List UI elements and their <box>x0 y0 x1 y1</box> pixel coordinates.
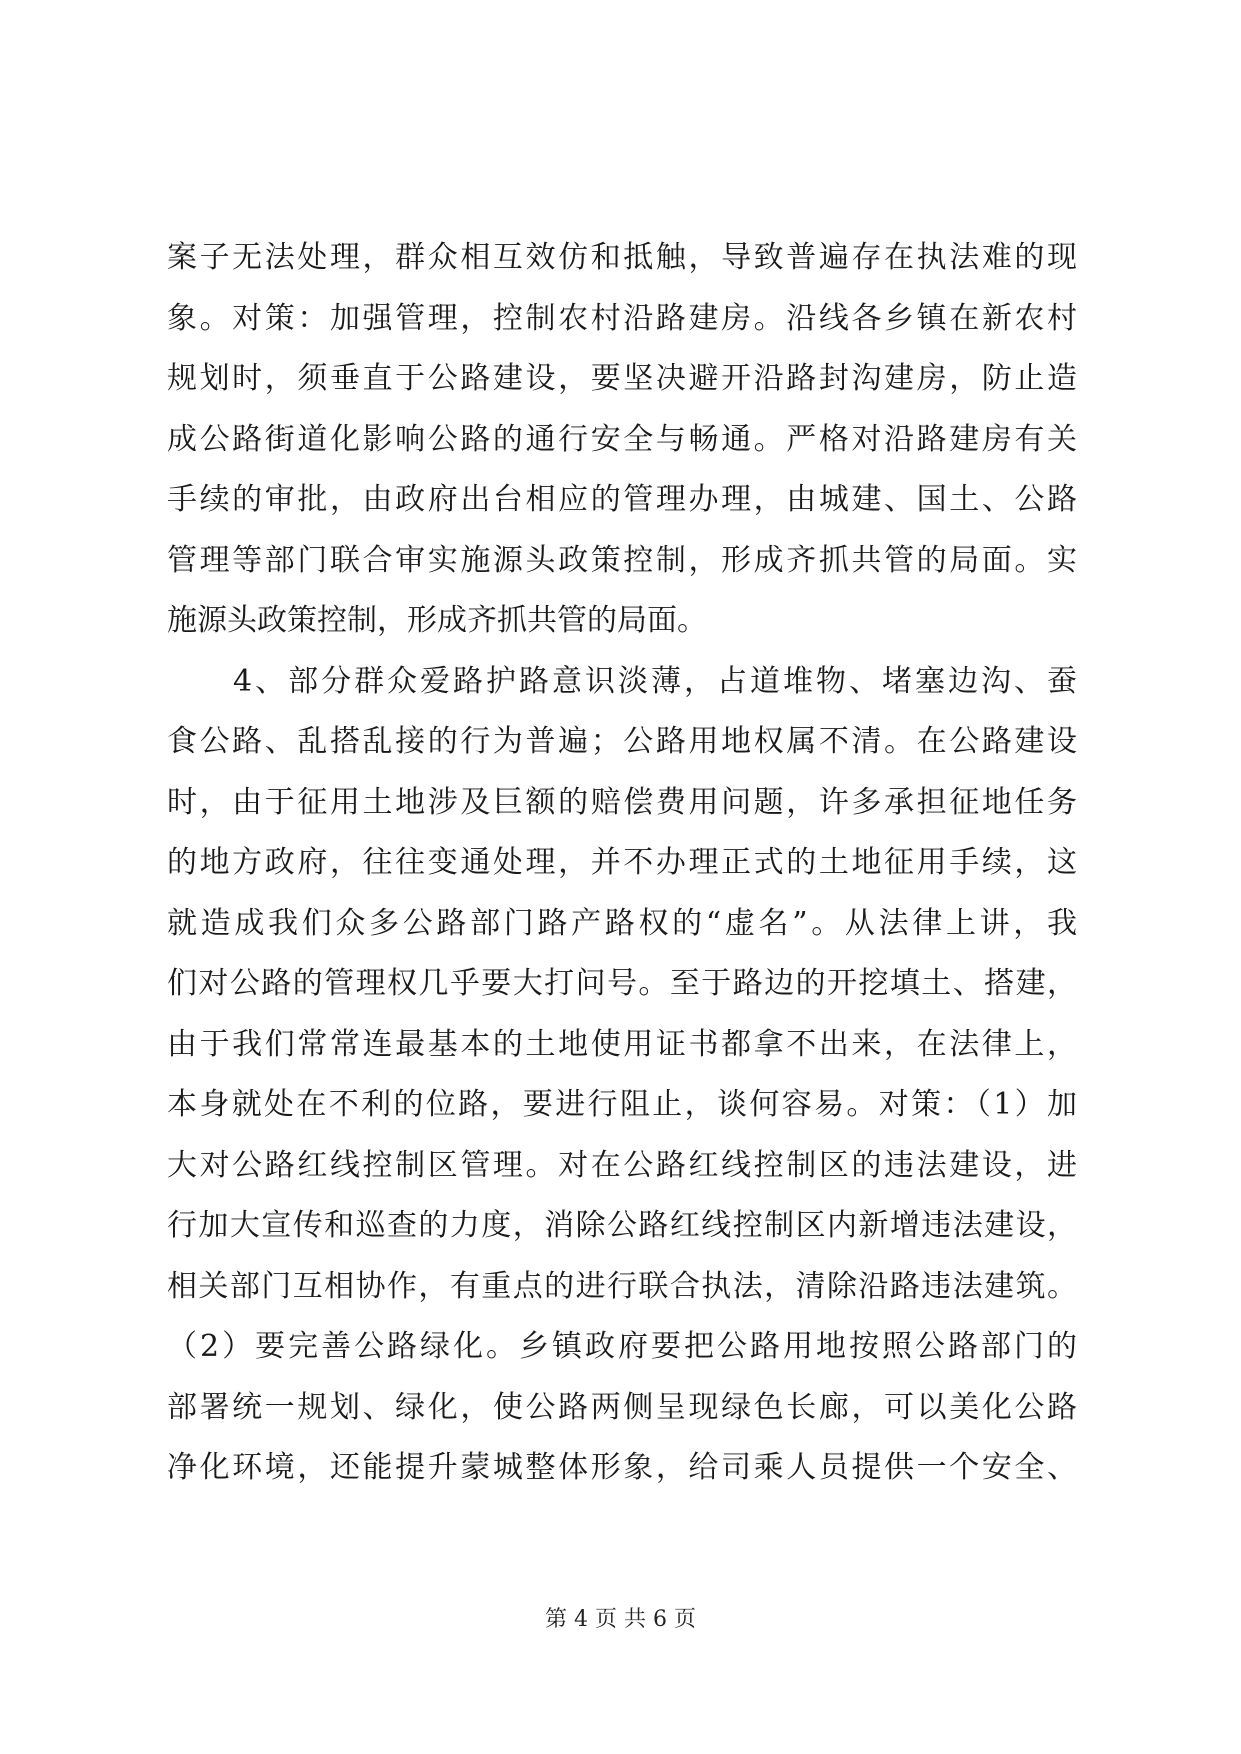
text-line: 由于我们常常连最基本的土地使用证书都拿不出来，在法律上， <box>167 1026 1077 1062</box>
text-line: 施源头政策控制，形成齐抓共管的局面。 <box>167 603 707 638</box>
text-line: 大对公路红线控制区管理。对在公路红线控制区的违法建设，进 <box>167 1147 1077 1183</box>
body-text <box>167 228 1077 1499</box>
text-line: 食公路、乱搭乱接的行为普遍；公路用地权属不清。在公路建设 <box>167 724 1077 759</box>
text-line: 案子无法处理，群众相互效仿和抵触，导致普遍存在执法难的现 <box>167 240 1077 275</box>
text-line: 净化环境，还能提升蒙城整体形象，给司乘人员提供一个安全、 <box>167 1450 1077 1485</box>
text-line: 行加大宣传和巡查的力度，消除公路红线控制区内新增违法建设， <box>167 1208 1077 1243</box>
text-line: 4、部分群众爱路护路意识淡薄，占道堆物、堵塞边沟、蚕 <box>167 663 1077 699</box>
text-line: 手续的审批，由政府出台相应的管理办理，由城建、国土、公路 <box>167 482 1077 517</box>
text-line: 成公路街道化影响公路的通行安全与畅通。严格对沿路建房有关 <box>167 421 1077 457</box>
page-footer <box>0 1605 1241 1635</box>
text-line: 时，由于征用土地涉及巨额的赔偿费用问题，许多承担征地任务 <box>167 784 1077 820</box>
text-line: （2）要完善公路绿化。乡镇政府要把公路用地按照公路部门的 <box>167 1329 1077 1364</box>
page-number-label: 第 4 页 共 6 页 <box>545 1607 696 1632</box>
text-line: 部署统一规划、绿化，使公路两侧呈现绿色长廊，可以美化公路 <box>167 1389 1077 1425</box>
text-line: 相关部门互相协作，有重点的进行联合执法，清除沿路违法建筑。 <box>167 1268 1077 1304</box>
text-line: 们对公路的管理权几乎要大打问号。至于路边的开挖填土、搭建， <box>167 966 1077 1001</box>
text-line: 本身就处在不利的位路，要进行阻止，谈何容易。对策：（1）加 <box>167 1087 1077 1122</box>
text-line: 管理等部门联合审实施源头政策控制，形成齐抓共管的局面。实 <box>167 542 1077 578</box>
text-line: 就造成我们众多公路部门路产路权的“虚名”。从法律上讲，我 <box>167 905 1077 941</box>
text-line: 的地方政府，往往变通处理，并不办理正式的土地征用手续，这 <box>167 845 1077 880</box>
text-line: 象。对策：加强管理，控制农村沿路建房。沿线各乡镇在新农村 <box>167 300 1077 336</box>
text-line: 规划时，须垂直于公路建设，要坚决避开沿路封沟建房，防止造 <box>167 361 1077 396</box>
